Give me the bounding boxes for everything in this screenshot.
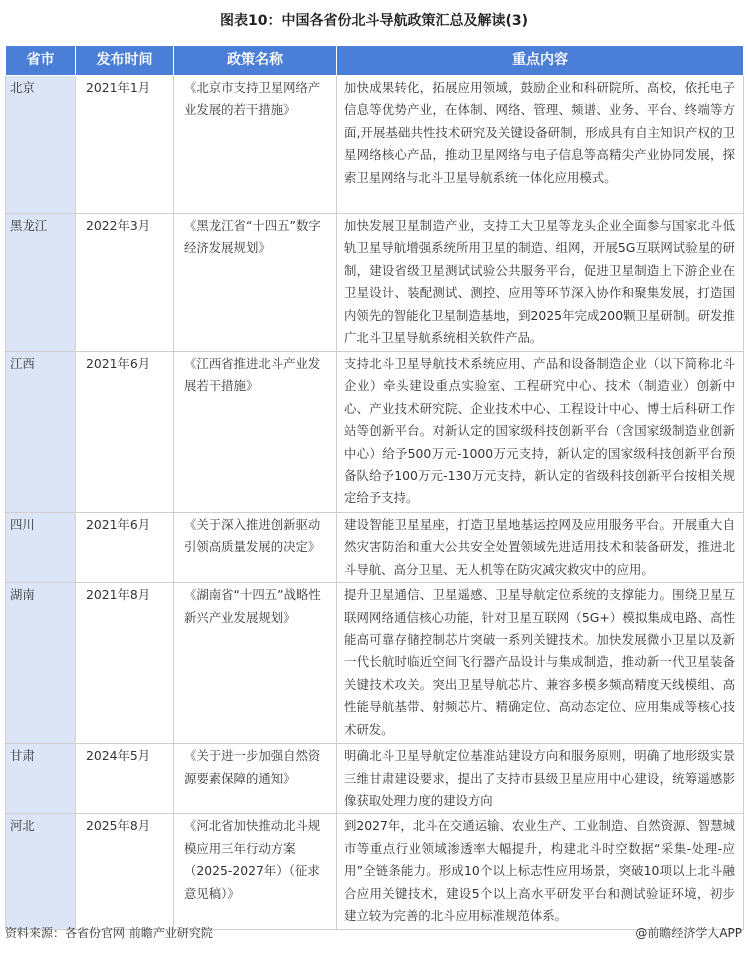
date-cell: 2021年6月 xyxy=(76,352,174,513)
chart-title: 图表10：中国各省份北斗导航政策汇总及解读(3) xyxy=(219,13,529,29)
content-cell: 加快成果转化，拓展应用领域，鼓励企业和科研院所、高校，依托电子信息等优势产业，在体制、网络、管理、频谱、业务、平台、终端等方面,开展基础共性技术研究及关键设备研制，形成具有自主知识产权的卫星网络核心产品，推动卫星网络与电子信息等高精尖产业协同发展，探索卫星网络与北斗卫星导航系统一体化应用模式。 xyxy=(337,76,744,214)
content-cell: 加快发展卫星制造产业，支持工大卫星等龙头企业全面参与国家北斗低轨卫星导航增强系统所用卫星的制造、组网，开展5G互联网试验星的研制，建设省级卫星测试试验公共服务平台，促进卫星制造上下游企业在卫星设计、装配测试、测控、应用等环节深入协作和聚集发展，打造国内领先的智能化卫星制造基地，到2025年完成200颗卫星研制。研发推广北斗卫星导航系统相关软件产品。 xyxy=(337,214,744,352)
table-header-row xyxy=(6,46,744,76)
policy-name-cell: 《湖南省“十四五”战略性新兴产业发展规划》 xyxy=(174,583,337,744)
policy-name-cell: 《黑龙江省“十四五”数字经济发展规划》 xyxy=(174,214,337,352)
header-date: 发布时间 xyxy=(76,46,174,76)
province-cell: 甘肃 xyxy=(6,744,76,814)
date-cell: 2021年6月 xyxy=(76,513,174,583)
policy-name-cell: 《江西省推进北斗产业发展若干措施》 xyxy=(174,352,337,513)
policy-name-cell: 《关于深入推进创新驱动引领高质量发展的决定》 xyxy=(174,513,337,583)
content-cell: 到2027年，北斗在交通运输、农业生产、工业制造、自然资源、智慧城市等重点行业领域渗透率大幅提升，构建北斗时空数据“采集-处理-应用”全链条能力。形成10个以上标志性应用场景，突破10项以上北斗融合应用关键技术，建设5个以上高水平研发平台和测试验证环境，初步建立较为完善的北斗应用标准规范体系。 xyxy=(337,814,744,930)
policy-name-cell: 《关于进一步加强自然资源要素保障的通知》 xyxy=(174,744,337,814)
content-cell: 提升卫星通信、卫星遥感、卫星导航定位系统的支撑能力。围绕卫星互联网网络通信核心功能，针对卫星互联网（5G+）模拟集成电路、高性能高可靠存储控制芯片突破一系列关键技术。加快发展微小卫星以及新一代长航时临近空间飞行器产品设计与集成制造，推动新一代卫星装备关键技术攻关。突出卫星导航芯片、兼容多模多频高精度天线模组、高性能导航基带、射频芯片、精确定位、高动态定位、应用集成等核心技术研发。 xyxy=(337,583,744,744)
header-policy-name: 政策名称 xyxy=(174,46,337,76)
header-province: 省市 xyxy=(6,46,76,76)
date-cell: 2024年5月 xyxy=(76,744,174,814)
policy-table xyxy=(5,45,744,930)
table-row xyxy=(6,76,744,214)
province-cell: 河北 xyxy=(6,814,76,930)
date-cell: 2022年3月 xyxy=(76,214,174,352)
header-key-content: 重点内容 xyxy=(337,46,744,76)
content-cell: 明确北斗卫星导航定位基准站建设方向和服务原则，明确了地形级实景三维甘肃建设要求，提出了支持市县级卫星应用中心建设，统筹遥感影像获取处理力度的建设方向 xyxy=(337,744,744,814)
table-row xyxy=(6,352,744,513)
province-cell: 江西 xyxy=(6,352,76,513)
source-note: 资料来源：各省份官网 前瞻产业研究院 xyxy=(5,926,213,940)
policy-name-cell: 《北京市支持卫星网络产业发展的若干措施》 xyxy=(174,76,337,214)
date-cell: 2021年8月 xyxy=(76,583,174,744)
date-cell: 2021年1月 xyxy=(76,76,174,214)
policy-name-cell: 《河北省加快推动北斗规模应用三年行动方案（2025-2027年）（征求意见稿）》 xyxy=(174,814,337,930)
date-cell: 2025年8月 xyxy=(76,814,174,930)
brand-label: @前瞻经济学人APP xyxy=(635,926,742,940)
table-row xyxy=(6,744,744,814)
content-cell: 支持北斗卫星导航技术系统应用、产品和设备制造企业（以下简称北斗企业）牵头建设重点实验室、工程研究中心、技术（制造业）创新中心、产业技术研究院、企业技术中心、工程设计中心、博士后科研工作站等创新平台。对新认定的国家级科技创新平台（含国家级制造业创新中心）给予500万元-1000万元支持，新认定的国家级科技创新平台预备队给予100万元-130万元支持，新认定的省级科技创新平台按相关规定给予支持。 xyxy=(337,352,744,513)
province-cell: 四川 xyxy=(6,513,76,583)
content-cell: 建设智能卫星星座，打造卫星地基运控网及应用服务平台。开展重大自然灾害防治和重大公共安全处置领域先进适用技术和装备研发，推进北斗导航、高分卫星、无人机等在防灾减灾救灾中的应用。 xyxy=(337,513,744,583)
table-row xyxy=(6,814,744,930)
province-cell: 黑龙江 xyxy=(6,214,76,352)
province-cell: 北京 xyxy=(6,76,76,214)
province-cell: 湖南 xyxy=(6,583,76,744)
table-row xyxy=(6,583,744,744)
table-row xyxy=(6,214,744,352)
table-row xyxy=(6,513,744,583)
